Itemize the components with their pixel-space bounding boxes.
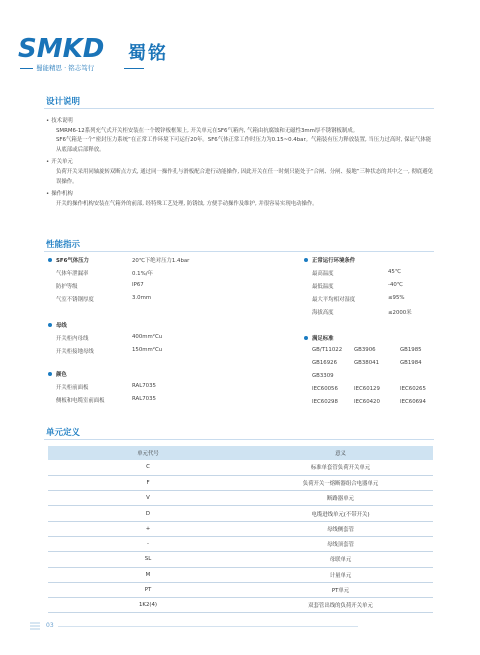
table-row xyxy=(48,475,433,490)
unit-code: PT xyxy=(48,582,248,597)
slogan: 蜀能精思 · 铭志笃行 xyxy=(36,64,95,72)
spec-key: 侧板和电缆室前面板 xyxy=(56,398,105,404)
spec-key: 最低温度 xyxy=(312,284,334,290)
standards-label: 满足标准 xyxy=(312,336,334,342)
unit-code: 1K2(4) xyxy=(48,598,248,613)
tech-paragraph-1: SMRM6-12系列充气式开关柜安装在一个镀锌板框架上, 开关单元在SF6气箱内, 气箱由抗腐蚀和无磁性3mm厚不锈钢板制成。 xyxy=(56,127,359,134)
unit-code: M xyxy=(48,567,248,582)
unit-code: D xyxy=(48,506,248,521)
units-section-title: 单元定义 xyxy=(46,428,81,438)
unit-code: C xyxy=(48,460,248,475)
table-row xyxy=(48,567,433,582)
page-number: 03 xyxy=(46,622,54,629)
spec-key: 最高温度 xyxy=(312,271,334,277)
spec-key: 海拔高度 xyxy=(312,310,334,316)
spec-value: ≤2000米 xyxy=(388,310,412,316)
spec-key: 开关柜内母线 xyxy=(56,336,89,342)
table-row xyxy=(48,552,433,567)
spec-value: 0.1%/年 xyxy=(132,271,153,277)
performance-left xyxy=(48,256,248,416)
logo-chinese: 蜀铭 xyxy=(128,43,168,64)
column-header-meaning: 意义 xyxy=(248,446,433,460)
mechanism-heading: • 操作机构 xyxy=(46,190,436,200)
spec-value: 400mm²Cu xyxy=(132,334,163,340)
spec-value: IP67 xyxy=(132,282,144,288)
unit-meaning: 断路器单元 xyxy=(248,491,433,506)
unit-meaning: 母线顶套管 xyxy=(248,536,433,551)
smkd-logo xyxy=(16,30,124,64)
table-row xyxy=(48,598,433,613)
performance-section-title: 性能指示 xyxy=(46,240,81,250)
slogan-row xyxy=(20,62,144,74)
tech-heading: • 技术说明 xyxy=(46,117,436,127)
busbar-label: 母线 xyxy=(56,323,67,329)
table-row xyxy=(48,460,433,475)
unit-definition-table xyxy=(48,446,433,613)
footer-rule xyxy=(58,626,358,627)
spec-value: -40℃ xyxy=(388,282,403,288)
performance-right xyxy=(304,256,444,416)
logo-latin: SMKD xyxy=(18,34,105,64)
sf6-value: 20℃下绝对压力1.4bar xyxy=(132,258,190,264)
unit-code: + xyxy=(48,521,248,536)
performance-section-rule xyxy=(44,251,434,252)
spec-value: 3.0mm xyxy=(132,295,152,301)
spec-value: ≤95% xyxy=(388,295,405,301)
unit-code: SL xyxy=(48,552,248,567)
standard-code: IEC60056 xyxy=(312,386,338,392)
spec-value: RAL7035 xyxy=(132,383,156,389)
bullet-icon xyxy=(48,258,52,262)
footer-pattern-icon xyxy=(30,621,40,631)
standard-code: IEC60420 xyxy=(354,399,380,405)
brand-header xyxy=(16,30,196,76)
column-header-code: 单元代号 xyxy=(48,446,248,460)
bullet-icon xyxy=(304,336,308,340)
table-row xyxy=(48,506,433,521)
unit-meaning: 母联单元 xyxy=(248,552,433,567)
bullet-icon xyxy=(48,323,52,327)
spec-key: 气体年泄漏率 xyxy=(56,271,89,277)
spec-key: 最大平均相对湿度 xyxy=(312,297,356,303)
mechanism-paragraph: 开关的操作机构安装在气箱外的前部, 经特殊工艺处理, 防锈蚀, 方便手动操作及维护, 并很容易实现电动操作。 xyxy=(56,200,318,207)
slogan-rule-right xyxy=(124,68,144,69)
unit-meaning: 标准单套管负荷开关单元 xyxy=(248,460,433,475)
unit-meaning: 母线侧套管 xyxy=(248,521,433,536)
standard-code: GB1984 xyxy=(400,360,422,366)
standard-code: GB3906 xyxy=(354,347,376,353)
spec-key: 开关柜接地母线 xyxy=(56,349,94,355)
standard-code: GB1985 xyxy=(400,347,422,353)
switch-heading: • 开关单元 xyxy=(46,158,436,168)
standard-code: IEC60265 xyxy=(400,386,426,392)
spec-value: 150mm²Cu xyxy=(132,347,163,353)
bullet-icon xyxy=(304,258,308,262)
table-header-row xyxy=(48,446,433,460)
unit-meaning: 双套管出线的负荷开关单元 xyxy=(248,598,433,613)
standard-code: GB/T11022 xyxy=(312,347,343,353)
bullet-icon xyxy=(48,372,52,376)
tech-paragraph-2: SF6气箱是一个“密封压力系统”在正常工作环境下可运行20年。SF6气体正常工作时压力为0.15~0.4bar。气箱装有压力释放装置, 当压力过高时, 保证气体能从底部或后部释放。 xyxy=(56,137,432,153)
spec-value: 45℃ xyxy=(388,269,401,275)
table-row xyxy=(48,582,433,597)
standard-code: IEC60694 xyxy=(400,399,426,405)
unit-meaning: 负荷开关一熔断器组合电器单元 xyxy=(248,475,433,490)
switch-paragraph: 负荷开关采用同轴旋转双断点方式, 通过同一操作孔与滑板配合进行动能操作, 因此开关在任一时刻只能处于“合闸、分闸、接地”三种状态的其中之一, 彻底避免误操作。 xyxy=(56,168,434,185)
sf6-label: SF6气体压力 xyxy=(56,258,89,264)
standard-code: GB16926 xyxy=(312,360,338,366)
standard-code: GB38041 xyxy=(354,360,380,366)
environment-label: 正常运行环境条件 xyxy=(312,258,356,264)
standard-code: GB3309 xyxy=(312,373,334,379)
design-section-title: 设计说明 xyxy=(46,97,81,107)
table-row xyxy=(48,491,433,506)
spec-key: 气室不锈钢厚度 xyxy=(56,297,94,303)
table-row xyxy=(48,521,433,536)
design-section-rule xyxy=(44,108,434,109)
spec-key: 防护等级 xyxy=(56,284,78,290)
slogan-rule-left xyxy=(20,68,33,69)
units-section-rule xyxy=(44,439,434,440)
unit-code: F xyxy=(48,475,248,490)
unit-meaning: 计量单元 xyxy=(248,567,433,582)
unit-meaning: 电缆进线单元(不带开关) xyxy=(248,506,433,521)
standard-code: IEC60129 xyxy=(354,386,380,392)
table-row xyxy=(48,536,433,551)
spec-value: RAL7035 xyxy=(132,396,156,402)
standard-code: IEC60298 xyxy=(312,399,338,405)
unit-code: V xyxy=(48,491,248,506)
unit-meaning: PT单元 xyxy=(248,582,433,597)
color-label: 颜色 xyxy=(56,372,67,378)
unit-code: - xyxy=(48,536,248,551)
design-text xyxy=(46,117,436,209)
spec-key: 开关柜前面板 xyxy=(56,385,89,391)
